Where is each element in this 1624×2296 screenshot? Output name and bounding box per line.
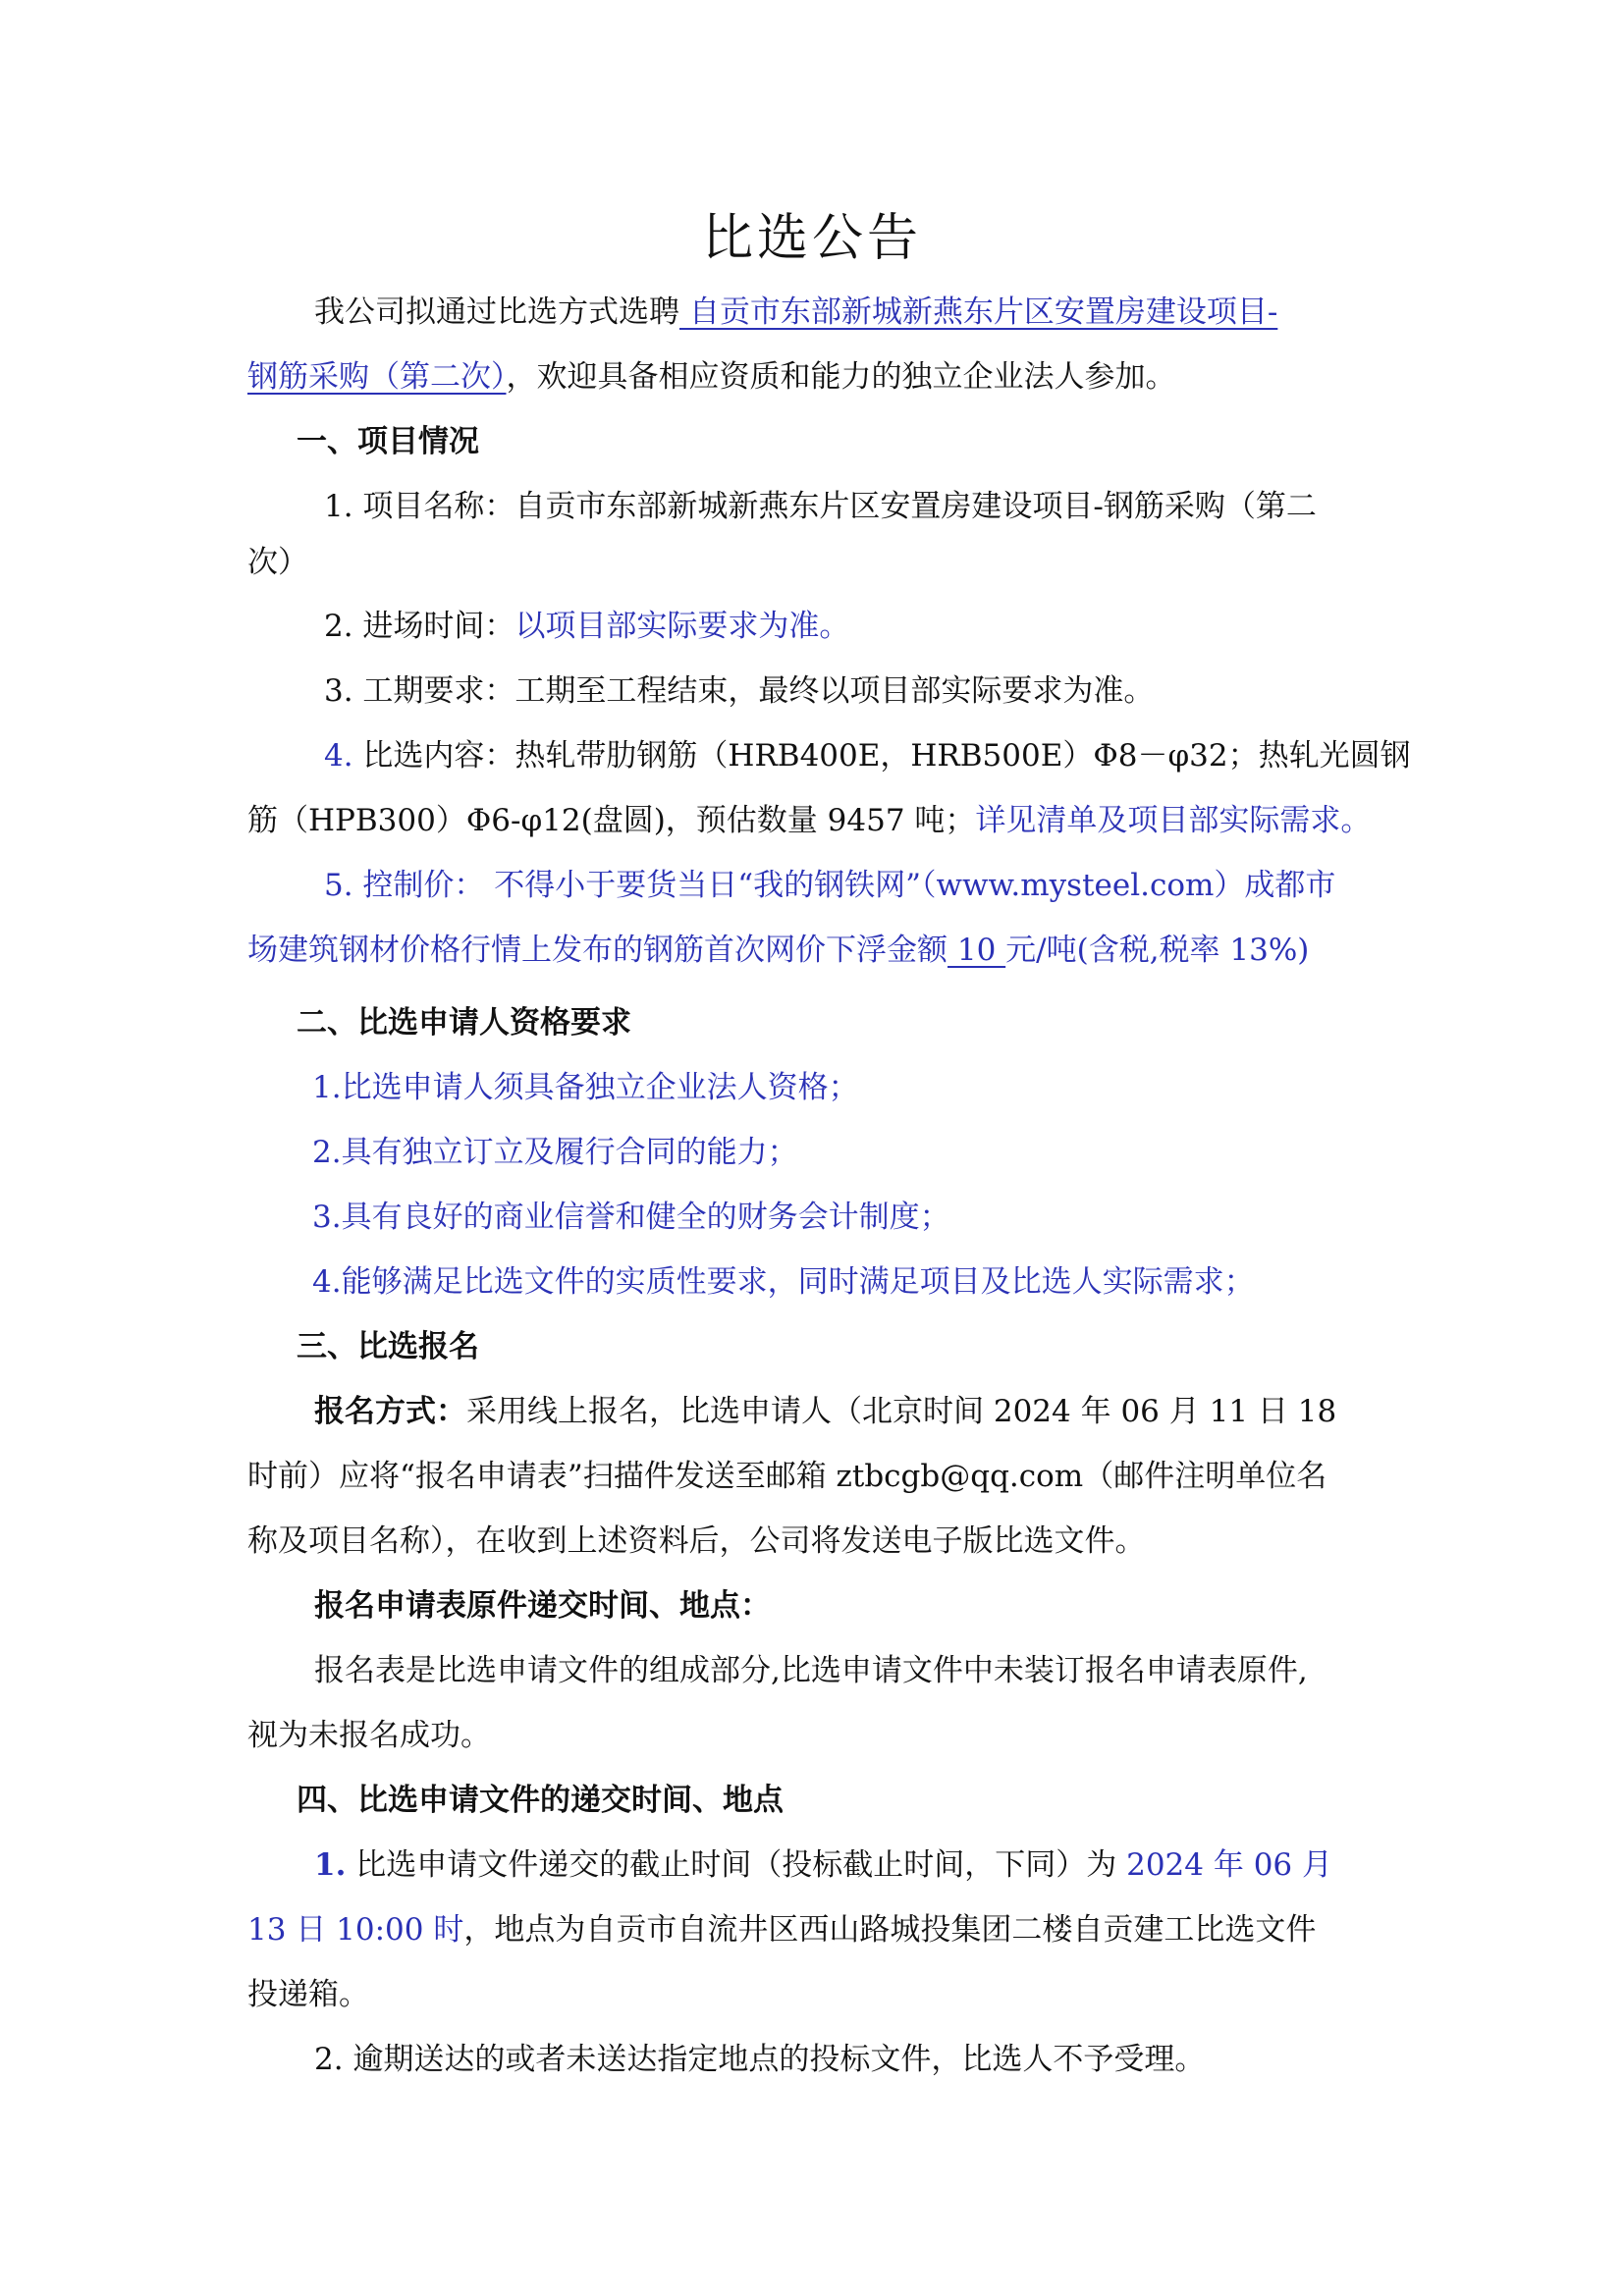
- s2-item-4: 4.能够满足比选文件的实质性要求，同时满足项目及比选人实际需求；: [312, 1264, 1255, 1300]
- s3-original-line-1: 报名表是比选申请文件的组成部分,比选申请文件中未装订报名申请表原件,: [314, 1653, 1308, 1688]
- s1-item-2: [324, 605, 849, 648]
- s4-item-2: 2. 逾期送达的或者未送达指定地点的投标文件，比选人不予受理。: [314, 2042, 1206, 2077]
- s4-item-1-line-1: [314, 1843, 1332, 1887]
- section-2-heading: 二、比选申请人资格要求: [297, 1005, 631, 1041]
- intro-prefix: 我公司拟通过比选方式选聘: [314, 294, 679, 330]
- s1-item-3: 3. 工期要求：工期至工程结束，最终以项目部实际要求为准。: [324, 673, 1155, 709]
- project-name-link-2: 钢筋采购（第二次）: [247, 359, 507, 395]
- s1-item-5-amount: 10: [947, 933, 1006, 968]
- section-4-heading: 四、比选申请文件的递交时间、地点: [297, 1783, 784, 1818]
- s1-item-4-line-1: [324, 734, 1411, 777]
- s3-method-text-1: 采用线上报名，比选申请人（北京时间 2024 年 06 月 11 日 18: [466, 1394, 1337, 1429]
- s3-method-line-3: 称及项目名称），在收到上述资料后，公司将发送电子版比选文件。: [247, 1523, 1146, 1559]
- project-name-link-1: 自贡市东部新城新燕东片区安置房建设项目-: [679, 294, 1278, 330]
- s1-item-1-line-2: 次）: [247, 545, 308, 580]
- s3-method-label: 报名方式：: [314, 1394, 466, 1429]
- intro-suffix: ，欢迎具备相应资质和能力的独立企业法人参加。: [506, 359, 1176, 395]
- s2-item-1: 1.比选申请人须具备独立企业法人资格；: [312, 1070, 859, 1105]
- s4-item-1-line-2: [247, 1908, 1316, 1951]
- s1-item-2-label: 2. 进场时间：: [324, 609, 515, 644]
- intro-line-2: [247, 355, 1176, 399]
- page-title: 比选公告: [701, 209, 922, 268]
- s1-item-5-text: 场建筑钢材价格行情上发布的钢筋首次网价下浮金额: [247, 933, 947, 968]
- s1-item-5-line-2: [247, 929, 1309, 972]
- s4-deadline-date: 2024 年 06 月: [1126, 1847, 1332, 1883]
- s4-deadline-time: 13 日 10:00 时: [247, 1912, 464, 1948]
- s4-item-1-text-1: 比选申请文件递交的截止时间（投标截止时间，下同）为: [346, 1847, 1127, 1883]
- s1-item-5-line-1: 5. 控制价： 不得小于要货当日“我的钢铁网”（www.mysteel.com）成都市: [324, 868, 1336, 903]
- s1-item-4-detail: 详见清单及项目部实际需求。: [975, 803, 1372, 838]
- intro-line-1: [314, 291, 1277, 334]
- s1-item-2-value: 以项目部实际要求为准。: [514, 609, 850, 644]
- s3-original-line-2: 视为未报名成功。: [247, 1718, 491, 1753]
- s3-original-heading: 报名申请表原件递交时间、地点：: [314, 1588, 771, 1624]
- s1-item-1-line-1: 1. 项目名称：自贡市东部新城新燕东片区安置房建设项目-钢筋采购（第二: [324, 489, 1317, 524]
- s1-item-5-unit: 元/吨(含税,税率 13%): [1005, 933, 1310, 968]
- s3-method-line-1: [314, 1390, 1336, 1433]
- s1-item-4-text-1: 比选内容：热轧带肋钢筋（HRB400E，HRB500E）Φ8－φ32；热轧光圆钢: [352, 738, 1411, 774]
- s4-item-1-line-3: 投递箱。: [247, 1977, 369, 2012]
- s2-item-2: 2.具有独立订立及履行合同的能力；: [312, 1135, 798, 1170]
- section-1-heading: 一、项目情况: [297, 424, 479, 459]
- section-3-heading: 三、比选报名: [297, 1329, 479, 1364]
- s2-item-3: 3.具有良好的商业信誉和健全的财务会计制度；: [312, 1200, 950, 1235]
- s4-item-1-number: 1.: [314, 1847, 347, 1883]
- s3-method-line-2: 时前）应将“报名申请表”扫描件发送至邮箱 ztbcgb@qq.com（邮件注明单位名: [247, 1459, 1327, 1494]
- s1-item-4-line-2: [247, 799, 1371, 842]
- s4-item-1-text-2: ，地点为自贡市自流井区西山路城投集团二楼自贡建工比选文件: [463, 1912, 1317, 1948]
- s1-item-4-number: 4.: [324, 738, 353, 774]
- s1-item-4-text-2: 筋（HPB300）Φ6-φ12(盘圆)，预估数量 9457 吨；: [247, 803, 976, 838]
